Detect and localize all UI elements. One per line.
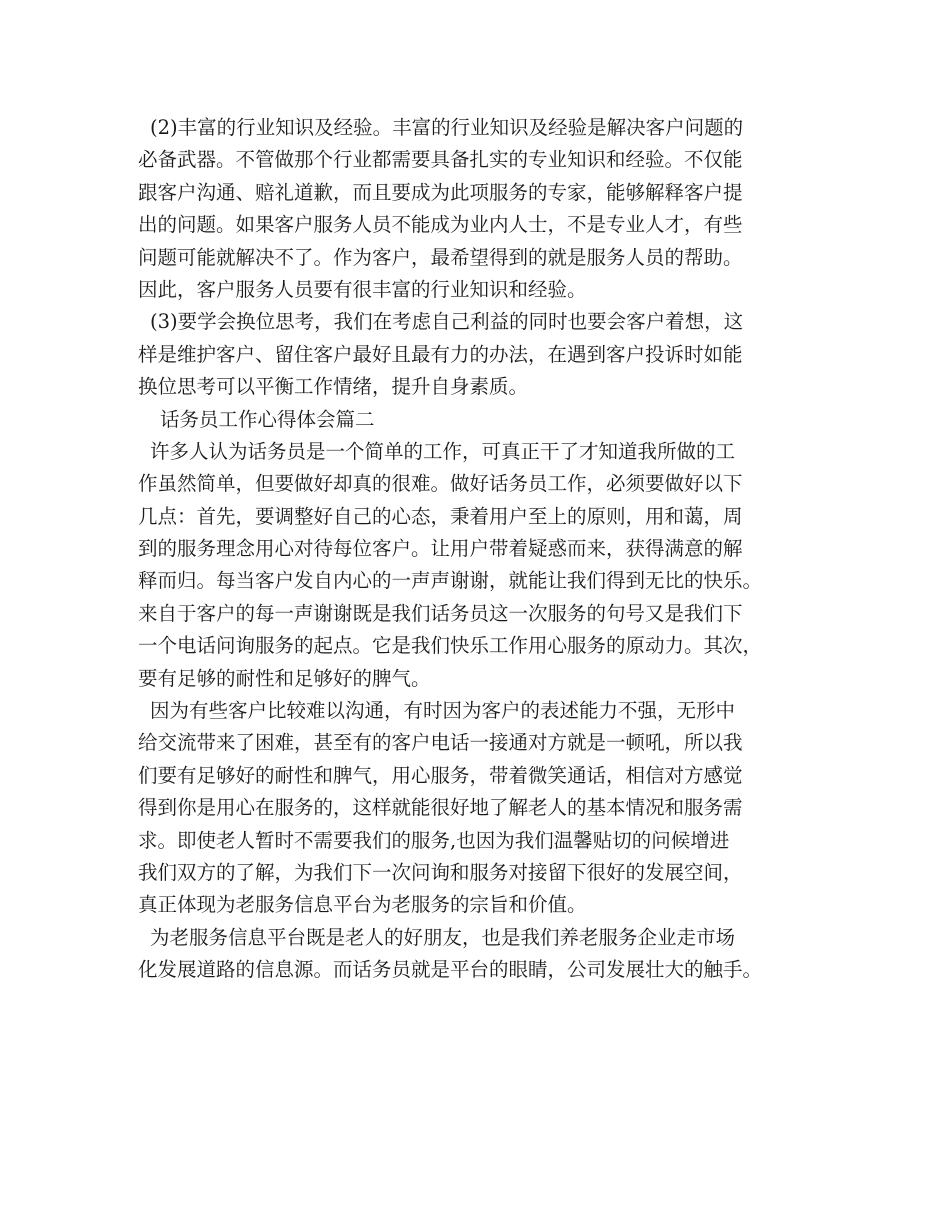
document-body: [138, 112, 828, 987]
paragraph-line: 给交流带来了困难，甚至有的客户电话一接通对方就是一顿吼，所以我: [138, 731, 743, 755]
paragraph-line: 释而归。每当客户发自内心的一声声谢谢，就能让我们得到无比的快乐。: [138, 569, 763, 593]
paragraph-line: 几点：首先，要调整好自己的心态，秉着用户至上的原则，用和蔼，周: [138, 504, 743, 528]
paragraph-line: 问题可能就解决不了。作为客户，最希望得到的就是服务人员的帮助。: [138, 245, 743, 269]
paragraph-line: 我们双方的了解，为我们下一次问询和服务对接留下很好的发展空间，: [138, 860, 743, 884]
paragraph-line: 为老服务信息平台既是老人的好朋友，也是我们养老服务企业走市场: [150, 925, 736, 949]
paragraph-line: 出的问题。如果客户服务人员不能成为业内人士，不是专业人才，有些: [138, 213, 743, 237]
paragraph-line: 作虽然简单，但要做好却真的很难。做好话务员工作，必须要做好以下: [138, 472, 743, 496]
paragraph-line: 必备武器。不管做那个行业都需要具备扎实的专业知识和经验。不仅能: [138, 148, 743, 172]
paragraph-line: 因为有些客户比较难以沟通，有时因为客户的表述能力不强，无形中: [150, 699, 736, 723]
paragraph-line: 一个电话问询服务的起点。它是我们快乐工作用心服务的原动力。其次，: [138, 634, 763, 658]
paragraph-line: (3)要学会换位思考，我们在考虑自己利益的同时也要会客户着想，这: [150, 310, 744, 334]
paragraph-line: 得到你是用心在服务的，这样就能很好地了解老人的基本情况和服务需: [138, 796, 743, 820]
paragraph-line: 们要有足够好的耐性和脾气，用心服务，带着微笑通话，相信对方感觉: [138, 763, 743, 787]
paragraph-line: 来自于客户的每一声谢谢既是我们话务员这一次服务的句号又是我们下: [138, 601, 743, 625]
paragraph-line: 许多人认为话务员是一个简单的工作，可真正干了才知道我所做的工: [150, 439, 736, 463]
paragraph-line: (2)丰富的行业知识及经验。丰富的行业知识及经验是解决客户问题的: [150, 116, 744, 139]
paragraph-line: 样是维护客户、留住客户最好且最有力的办法，在遇到客户投诉时如能: [138, 342, 743, 366]
paragraph-line: 要有足够的耐性和足够好的脾气。: [138, 666, 431, 690]
section-heading: 话务员工作心得体会篇二: [160, 407, 375, 431]
paragraph-line: 因此，客户服务人员要有很丰富的行业知识和经验。: [138, 277, 587, 301]
paragraph-line: 换位思考可以平衡工作情绪，提升自身素质。: [138, 375, 529, 399]
paragraph-line: 化发展道路的信息源。而话务员就是平台的眼睛，公司发展壮大的触手。: [138, 958, 763, 982]
paragraph-line: 跟客户沟通、赔礼道歉，而且要成为此项服务的专家，能够解释客户提: [138, 180, 743, 204]
paragraph-line: 到的服务理念用心对待每位客户。让用户带着疑惑而来，获得满意的解: [138, 537, 743, 561]
paragraph-line: 求。即使老人暂时不需要我们的服务,也因为我们温馨贴切的问候增进: [138, 828, 730, 852]
paragraph-line: 真正体现为老服务信息平台为老服务的宗旨和价值。: [138, 893, 587, 917]
